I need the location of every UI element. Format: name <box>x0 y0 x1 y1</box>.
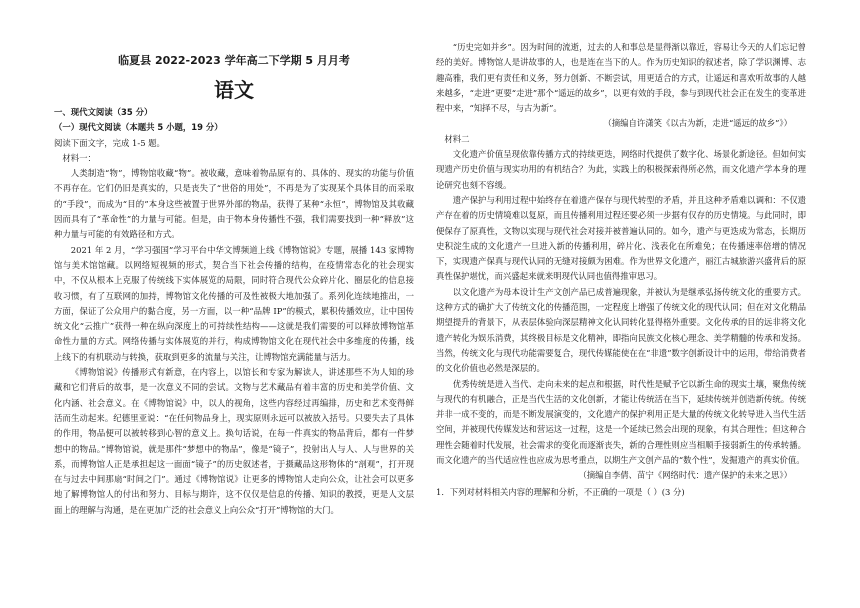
material2-paragraph: 遗产保护与利用过程中始终存在着遗产保存与现代转型的矛盾，并且这种矛盾难以调和：不仅遗产存在着的历史情境难以复原，而且传播利用过程还要必须一步据有仅存的历史情境。与此同时，即便保存了原真性，文物以实现与现代社会对接并被普遍认同的。如今，遗产与更迭成为常态，长期历史积淀生成的文化遗产一旦进入新的传播利用，碎片化、浅表化在所难免；在传播速率倍增的情况下，实现遗产保真与现代认同的无缝对接颇为困难。作为世界文化遗产，丽江古城旅游兴盛背后的原真性保护堪忧，而兴盛起来就来明现代认同也值得推审思习。 <box>436 194 806 282</box>
instruction: 阅读下面文字，完成 1-5 题。 <box>54 137 165 148</box>
material1-continued-paragraph: “历史完如并乡”。因为时间的流逝，过去的人和事总是显得渐以靠近，容易让今天的人们忘记曾经的美好。博物馆人是讲故事的人，也是连在当下的人。作为历史知识的叙述者，除了学识渊博、志趣高雅，我们更有责任和义务，努力创新、不断尝试，用更适合的方式，让遥远和喜欢听故事的人越来越多，“走进”更要“走进”那个“遥远的故乡”，以更有效的手段，参与到现代社会正在发生的变革进程中来，“知择不尽，与古为新”。 <box>436 42 806 114</box>
material1-paragraph: 人类制造“物”，博物馆收藏“物”。被收藏，意味着物品原有的、具体的、现实的功能与价值不再存在。它们仍旧是真实的，只是丧失了“世俗的用处”，不再是为了实现某个具体目的而采取的“手段”，而成为“目的”本身这些被置于世界外部的物品，获得了某种“永恒”，博物馆及其收藏因而具有了“革命性”的力量与可能。但是，由于物本身传播性不强，我们需要找到一种“释放”这种力量与可能的有效路径和方式。 <box>54 168 414 240</box>
source-citation-2: （摘编自李倩、苗宁《网络时代：遗产保护的未来之思》） <box>578 470 792 481</box>
left-column <box>54 105 414 518</box>
question-1: 1．下列对材料相关内容的理解和分析，不正确的一项是（ ）(3 分) <box>436 486 685 497</box>
sub-title: （一）现代文阅读（本题共 5 小题，19 分） <box>54 122 223 133</box>
material2-label: 材料二 <box>444 133 470 144</box>
material1-paragraph: 2021 年 2 月，“学习强国”学习平台中华文博频道上线《博物馆说》专题，展播 143 家博物馆与美术馆馆藏。以网络短视频的形式，契合当下社会传播的结构，在疫情常态化的社会现实中，不仅从根本上克服了传统线下实体展览的局限，同时符合现代公众碎片化、圈层化的信息接收习惯，有了互联网的加持，博物馆文化传播的可及性被极大地加强了。系列化连续地推出，一方面，保证了公众用户的黏合度，另一方面，以一种“品牌 IP”的模式，累积传播效应，让中国传统文化“云推广”获得一种在纵向深度上的可持续性结构——这就是我们需要的可以释放博物馆革命性力量的方式。网络传播与实体展览的并行，构成博物馆文化在现代社会中多维度的传播，线上线下的有机联动与转换，获取到更多的流量与关注，让博物馆充满能量与活力。 <box>54 244 414 362</box>
material2-paragraph: 文化遗产价值呈现依靠传播方式的持续更迭，网络时代提供了数字化、场景化新途径。但如何实现遗产历史价值与现实功用的有机结合？为此，实践上的积极探索得所必然，而文化遗产学本身的理论研究也刻不容缓。 <box>436 149 806 190</box>
material2-paragraph: 以文化遗产为母本设计生产文创产品已成普遍现象，并被认为是继承弘扬传统文化的重要方式。这种方式的确扩大了传统文化的传播范围，一定程度上增强了传统文化的现代认同；但在对文化精品期望提升的背景下，从表层体验向深层精神文化认同转化显得格外重要。文化传承的目的远非将文化遗产转化为娱乐消费，其终极目标是文化精神，即指向民族文化核心理念、美学精髓的传承和发扬。当然，传统文化与现代功能需要复合，现代传媒能使在在“非遗”数字创新设计中的运用，带给消费者的文化价值也必然是深层的。 <box>436 286 806 374</box>
source-citation-1: （摘编自许潇笑《以古为新，走进“遥远的故乡”》） <box>603 118 792 129</box>
part-title: 一、现代文阅读（35 分） <box>54 107 153 117</box>
subject-title: 语文 <box>214 78 254 102</box>
material2-paragraph: 优秀传统是进入当代、走向未来的起点和根据，时代性是赋予它以新生命的现实土壤，聚焦传统与现代的有机融合，正是当代生活的文化创新，才能让传统活在当下，延续传统并创造新传统。传统并非一成不变的，而是不断发展演变的，文化遗产的保护利用正是大量的传统文化转导进入当代生活空间，并被现代传媒发达和营运这一过程，这是一个延续已然会出现的现象，有其合理性；但这种合理性会随着时代发展，社会需求的变化而逐渐丧失，新的合理性则应当相顺手接弱新生的传承转播。而文化遗产的当代适应性也应成为思考重点，以期生产文创产品的“数个性”，发掘遗产的真实价值。 <box>436 378 806 466</box>
material1-paragraph: 《博物馆说》传播形式有新意，在内容上，以馆长和专家为解读人，讲述那些不为人知的珍藏和它们背后的故事，是一次意义不同的尝试。文物与艺术藏品有着丰富的历史和美学价值、文化内涵、社会意义。在《博物馆说》中，以人的视角，这些内容经过再编排，历史和艺术变得鲜活而生动起来。纪德里亚说：“在任何物品身上，现实原则永远可以被放入括号。只要失去了具体的作用，物品便可以被转移到心智的意义上。换句话说，在每一件真实的物品背后，都有一件梦想中的物品。”博物馆说，就是那件“梦想中的物品”，像是“镜子”，投射出人与人、人与世界的关系，而博物馆人正是承担起这一面面“镜子”的历史叙述者，于摄藏品这形物体的“剖观”，打开现在与过去中间那扇“时间之门”。通过《博物馆说》让更多的博物馆人走向公众，让社会可以更多地了解博物馆人的付出和努力、目标与期许，这不仅仅是信息的传播、知识的教授，更是人文层面上的理解与沟通，是在更加广泛的社会意义上向公众“打开”博物馆的大门。 <box>54 367 414 515</box>
right-column <box>436 40 806 500</box>
material1-label: 材料一： <box>62 152 96 163</box>
exam-title: 临夏县 2022-2023 学年高二下学期 5 月月考 <box>118 54 350 67</box>
